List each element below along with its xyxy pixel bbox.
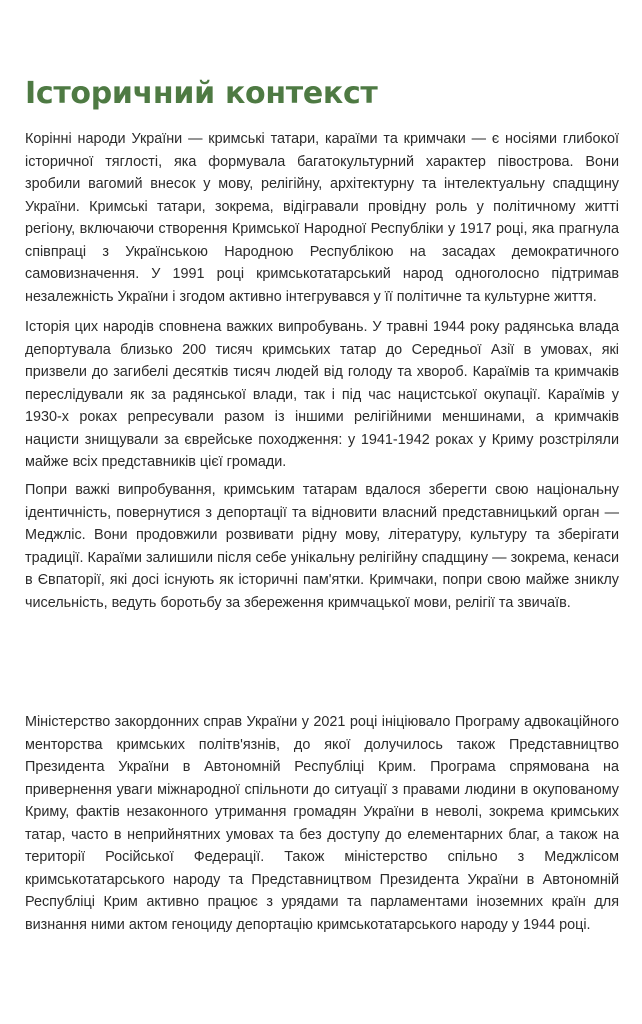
- document-page: [25, 0, 619, 1024]
- paragraph-ministry-program: Міністерство закордонних справ України у 2021 році ініціювало Програму адвокаційного менторства кримських політв'язнів, до якої долучилось також Представництво Президента України в Автономній Республіці Крим. Програма спрямована на привернення уваги міжнародної спільноти до ситуації з правами людини в окупованому Криму, фактів незаконного утримання громадян України в неволі, зокрема кримських татар, часто в неприйнятних умовах та без доступу до елементарних благ, а також на території Російської Федерації. Також міністерство спільно з Меджлісом кримськотатарського народу та Представництвом Президента України в Автономній Республіці Крим активно працює з урядами та парламентами іноземних країн для визнання ними актом геноциду депортацію кримськотатарського народу у 1944 році.: [25, 714, 619, 933]
- paragraph-cultural-heritage: Корінні народи України — кримські татари, караїми та кримчаки — є носіями глибокої історичної тяглості, яка формувала багатокультурний характер півострова. Вони зробили вагомий внесок у мову, релігійну, архітектурну та інтелектуальну спадщину України. Кримські татари, зокрема, відігравали провідну роль у політичному житті регіону, включаючи створення Кримської Народної Республіки у 1917 році, яка прагнула співпраці з Українською Народною Республікою на засадах демократичного самовизначення. У 1991 році кримськотатарський народ одноголосно підтримав незалежність України і згодом активно інтегрувався у її політичне та культурне життя.: [25, 131, 619, 305]
- page-title: Історичний контекст: [25, 76, 378, 111]
- paragraph-identity-preservation: Попри важкі випробування, кримським татарам вдалося зберегти свою національну ідентичність, повернутися з депортації та відновити власний представницький орган — Меджліс. Вони продовжили розвивати рідну мову, літературу, культуру та зберігати традиції. Караїми залишили після себе унікальну релігійну спадщину — зокрема, кенаси в Євпаторії, які досі існують як історичні пам'ятки. Кримчаки, попри свою майже зниклу чисельність, ведуть боротьбу за збереження кримчацької мови, релігії та звичаїв.: [25, 482, 619, 611]
- paragraph-historical-trials: Історія цих народів сповнена важких випробувань. У травні 1944 року радянська влада депортувала близько 200 тисяч кримських татар до Середньої Азії в умовах, які призвели до загибелі десятків тисяч людей від голоду та хвороб. Караїмів та кримчаків переслідували як за радянської влади, так і під час нацистської окупації. Караїмів у 1930-х роках репресували разом із іншими релігійними меншинами, а кримчаків нацисти знищували за єврейське походження: у 1941-1942 роках у Криму розстріляли майже всіх представників цієї громади.: [25, 319, 619, 470]
